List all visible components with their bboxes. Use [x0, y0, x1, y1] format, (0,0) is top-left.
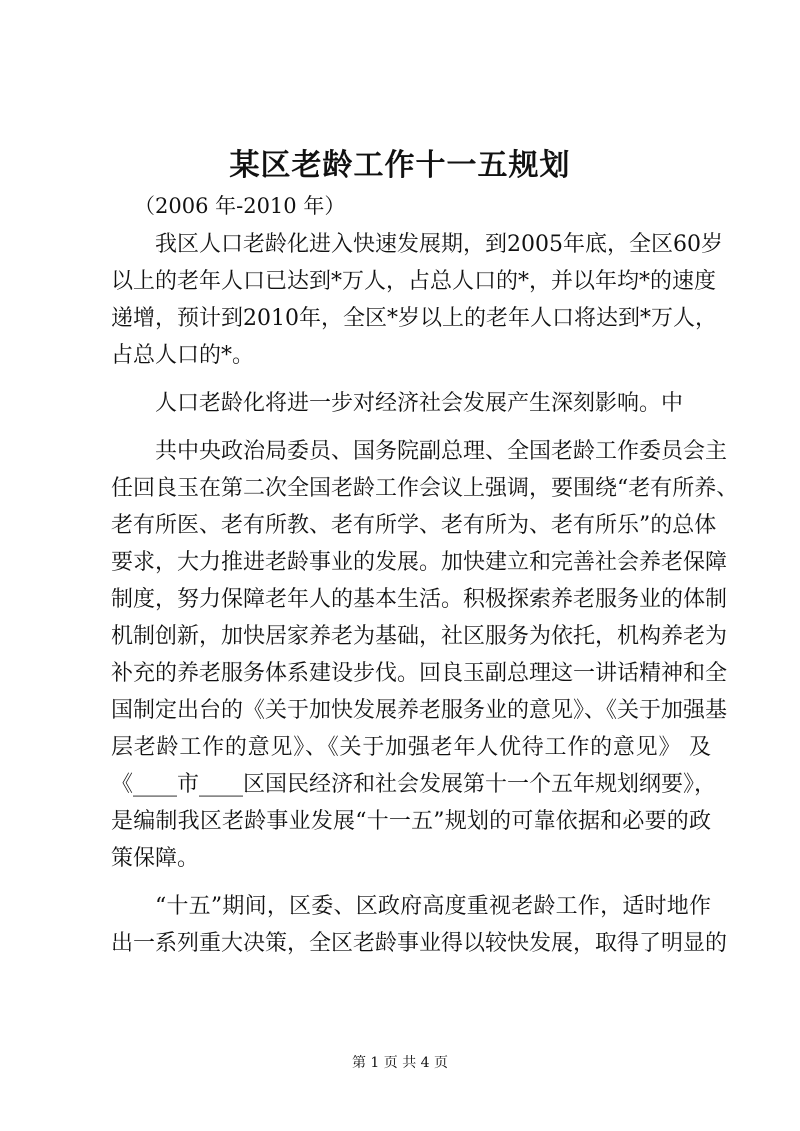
text-line: 人口老龄化将进一步对经济社会发展产生深刻影响。中 [155, 391, 684, 416]
paragraph [111, 888, 728, 962]
text-line: 共中央政治局委员、国务院副总理、全国老龄工作委员会主 [155, 439, 728, 464]
text-line: 我区人口老龄化进入快速发展期，到2005年底，全区60岁 [155, 232, 723, 257]
paragraph [111, 433, 739, 877]
document-body [111, 226, 739, 962]
text-line: 出一系列重大决策，全区老龄事业得以较快发展，取得了明显的 [111, 931, 728, 956]
text-line: 制度，努力保障老年人的基本生活。积极探索养老服务业的体制 [111, 587, 728, 612]
text-line: 老有所医、老有所教、老有所学、老有所为、老有所乐”的总体 [111, 513, 717, 538]
document-title: 某区老龄工作十一五规划 [229, 148, 571, 183]
text-line: 策保障。 [111, 846, 200, 871]
text-line: 任回良玉在第二次全国老龄工作会议上强调，要围绕“老有所养、 [111, 476, 739, 501]
text-line: 要求，大力推进老龄事业的发展。加快建立和完善社会养老保障 [111, 550, 728, 575]
paragraph [111, 226, 723, 374]
text-line: 递增，预计到2010年，全区*岁以上的老年人口将达到*万人， [111, 306, 717, 331]
text-line: 《____市____区国民经济和社会发展第十一个五年规划纲要》， [111, 772, 717, 797]
paragraph [111, 385, 711, 422]
text-line: “十五”期间，区委、区政府高度重视老龄工作，适时地作 [155, 894, 711, 919]
text-line: 占总人口的*。 [111, 343, 255, 368]
text-line: 是编制我区老龄事业发展“十一五”规划的可靠依据和必要的政 [111, 809, 711, 834]
document-subtitle: （2006 年-2010 年） [134, 194, 346, 218]
text-line: 以上的老年人口已达到*万人，占总人口的*，并以年均*的速度 [111, 269, 717, 294]
text-line: 机制创新，加快居家养老为基础，社区服务为依托，机构养老为 [111, 624, 728, 649]
text-line: 国制定出台的《关于加快发展养老服务业的意见》、《关于加强基 [111, 698, 728, 723]
text-line: 层老龄工作的意见》、《关于加强老年人优待工作的意见》 及 [111, 735, 711, 760]
text-line: 补充的养老服务体系建设步伐。回良玉副总理这一讲话精神和全 [111, 661, 728, 686]
page-indicator: 第 1 页 共 4 页 [351, 1055, 449, 1071]
